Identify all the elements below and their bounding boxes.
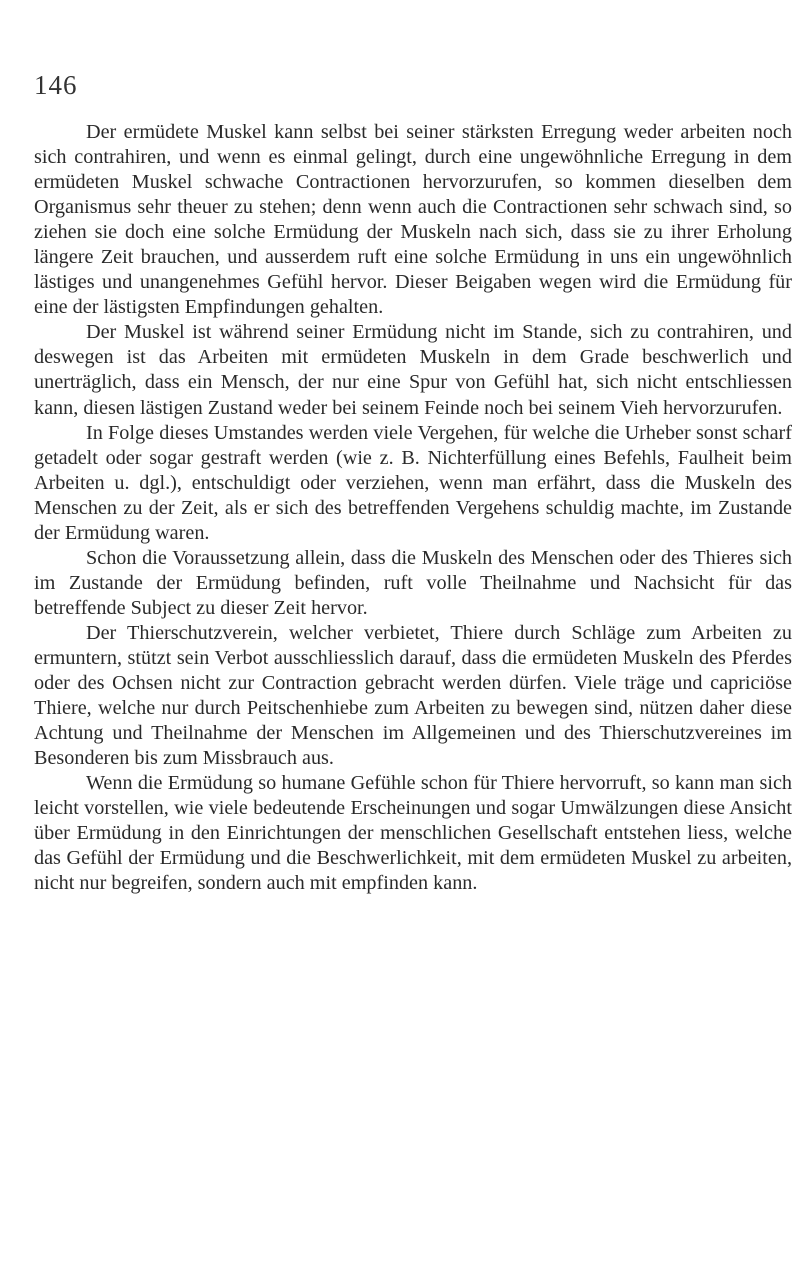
paragraph: Schon die Voraussetzung allein, dass die Muskeln des Menschen oder des Thieres sich im Zustande der Ermüdung befinden, ruft volle Theilnahme und Nachsicht für das betreffende Subject zu dieser Zeit hervor. bbox=[34, 546, 792, 619]
page-number: 146 bbox=[34, 70, 78, 100]
paragraph: Wenn die Ermüdung so humane Gefühle schon für Thiere hervorruft, so kann man sich leicht vorstellen, wie viele bedeutende Erscheinungen und sogar Umwälzungen diese Ansicht über Ermüdung in den Einrichtungen der menschlichen Gesellschaft entstehen liess, welche das Gefühl der Ermüdung und die Beschwerlichkeit, mit dem ermüdeten Muskel zu arbeiten, nicht nur begreifen, sondern auch mit empfinden kann. bbox=[34, 772, 792, 895]
body-text bbox=[34, 120, 792, 896]
paragraph: In Folge dieses Umstandes werden viele Vergehen, für welche die Urheber sonst scharf getadelt oder sogar gestraft werden (wie z. B. Nichterfüllung eines Befehls, Faulheit beim Arbeiten u. dgl.), entschuldigt oder verziehen, wenn man erfährt, dass die Muskeln des Menschen zu der Zeit, als er sich des betreffenden Vergehens schuldig machte, im Zustande der Ermüdung waren. bbox=[34, 421, 792, 544]
paragraph: Der Muskel ist während seiner Ermüdung nicht im Stande, sich zu contrahiren, und deswegen ist das Arbeiten mit ermüdeten Muskeln in dem Grade beschwerlich und unerträglich, dass ein Mensch, der nur eine Spur von Gefühl hat, sich nicht entschliessen kann, diesen lästigen Zustand weder bei seinem Feinde noch bei seinem Vieh hervorzurufen. bbox=[34, 321, 792, 419]
paragraph: Der Thierschutzverein, welcher verbietet, Thiere durch Schläge zum Arbeiten zu ermuntern, stützt sein Verbot ausschliesslich darauf, dass die ermüdeten Muskeln des Pferdes oder des Ochsen nicht zur Contraction gebracht werden dürfen. Viele träge und capriciöse Thiere, welche nur durch Peitschenhiebe zum Arbeiten zu bewegen sind, nützen daher diese Achtung und Theilnahme der Menschen im Allgemeinen und des Thierschutzvereines im Besonderen bis zum Missbrauch aus. bbox=[34, 621, 792, 770]
paragraph: Der ermüdete Muskel kann selbst bei seiner stärksten Erregung weder arbeiten noch sich contrahiren, und wenn es einmal gelingt, durch eine ungewöhnliche Erregung in dem ermüdeten Muskel schwache Contractionen hervorzurufen, so kommen dieselben dem Organismus sehr theuer zu stehen; denn wenn auch die Contractionen sehr schwach sind, so ziehen sie doch eine solche Ermüdung der Muskeln nach sich, dass sie zu ihrer Erholung längere Zeit brauchen, und ausserdem ruft eine solche Ermüdung in uns ein ungewöhnlich lästiges und unangenehmes Gefühl hervor. Dieser Beigaben wegen wird die Ermüdung für eine der lästigsten Empfindungen gehalten. bbox=[34, 121, 792, 319]
